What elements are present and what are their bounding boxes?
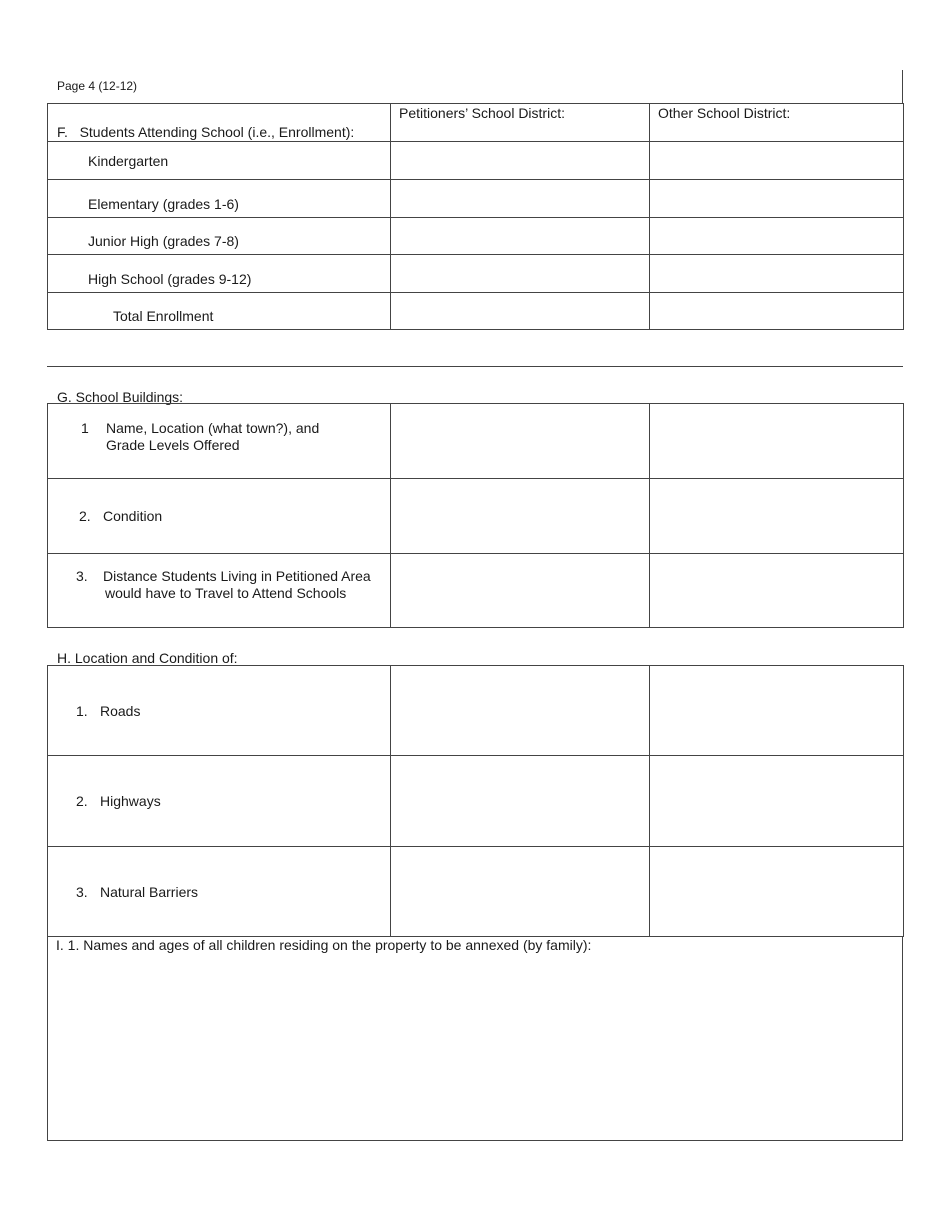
high-school-petitioners-cell[interactable] <box>391 255 650 293</box>
section-h-heading: H. Location and Condition of: <box>57 650 238 666</box>
highways-other-cell[interactable] <box>650 756 904 847</box>
buildings-item-2-label: Condition <box>103 508 163 524</box>
roads-petitioners-cell[interactable] <box>391 666 650 756</box>
section-f-letter: F. <box>57 124 68 140</box>
location-item-2-label: Highways <box>100 793 161 809</box>
natural-barriers-petitioners-cell[interactable] <box>391 847 650 937</box>
page-number: Page 4 (12-12) <box>57 79 138 93</box>
buildings-item-1-petitioners-cell[interactable] <box>391 404 650 479</box>
location-item-2-number: 2. <box>76 793 88 809</box>
buildings-item-1-line2: Grade Levels Offered <box>106 437 240 453</box>
buildings-item-2 <box>48 479 391 554</box>
buildings-item-3 <box>48 554 391 628</box>
buildings-item-1-number: 1 <box>81 420 89 436</box>
elementary-other-cell[interactable] <box>650 180 904 218</box>
section-i-label: I. 1. Names and ages of all children residing on the property to be annexed (by family): <box>56 937 592 953</box>
kindergarten-other-cell[interactable] <box>650 142 904 180</box>
buildings-item-1-line1: Name, Location (what town?), and <box>106 420 320 436</box>
buildings-item-2-other-cell[interactable] <box>650 479 904 554</box>
row-label-high-school: High School (grades 9-12) <box>48 255 391 293</box>
location-item-3-number: 3. <box>76 883 88 900</box>
buildings-item-3-line1: Distance Students Living in Petitioned Area <box>103 568 371 584</box>
high-school-other-cell[interactable] <box>650 255 904 293</box>
buildings-item-3-line2: would have to Travel to Attend Schools <box>105 585 347 601</box>
location-item-1 <box>48 666 391 756</box>
location-item-3 <box>48 847 391 937</box>
location-item-3-label: Natural Barriers <box>100 883 199 900</box>
roads-other-cell[interactable] <box>650 666 904 756</box>
buildings-item-1-other-cell[interactable] <box>650 404 904 479</box>
total-other-cell[interactable] <box>650 293 904 330</box>
location-item-1-label: Roads <box>100 702 141 719</box>
kindergarten-petitioners-cell[interactable] <box>391 142 650 180</box>
top-right-rule <box>902 70 903 104</box>
row-label-junior-high: Junior High (grades 7-8) <box>48 218 391 255</box>
location-item-1-number: 1. <box>76 702 88 719</box>
row-label-kindergarten: Kindergarten <box>48 142 391 180</box>
buildings-item-3-number: 3. <box>76 568 88 584</box>
junior-high-other-cell[interactable] <box>650 218 904 255</box>
highways-petitioners-cell[interactable] <box>391 756 650 847</box>
section-g-heading: G. School Buildings: <box>57 389 184 405</box>
total-petitioners-cell[interactable] <box>391 293 650 330</box>
buildings-item-2-number: 2. <box>79 508 91 524</box>
row-label-elementary: Elementary (grades 1-6) <box>48 180 391 218</box>
section-f-title-text: Students Attending School (i.e., Enrollment): <box>79 124 355 140</box>
school-buildings-table <box>47 403 904 628</box>
elementary-petitioners-cell[interactable] <box>391 180 650 218</box>
junior-high-petitioners-cell[interactable] <box>391 218 650 255</box>
location-item-2 <box>48 756 391 847</box>
buildings-item-1 <box>48 404 391 479</box>
section-f-title <box>48 104 391 142</box>
row-label-total-enrollment: Total Enrollment <box>48 293 391 330</box>
buildings-item-2-petitioners-cell[interactable] <box>391 479 650 554</box>
section-divider <box>47 366 903 367</box>
location-condition-table <box>47 665 904 937</box>
children-names-box[interactable] <box>47 936 903 1141</box>
buildings-item-3-petitioners-cell[interactable] <box>391 554 650 628</box>
other-district-header: Other School District: <box>650 104 904 142</box>
enrollment-table <box>47 103 904 330</box>
buildings-item-3-other-cell[interactable] <box>650 554 904 628</box>
natural-barriers-other-cell[interactable] <box>650 847 904 937</box>
petitioners-district-header: Petitioners’ School District: <box>391 104 650 142</box>
